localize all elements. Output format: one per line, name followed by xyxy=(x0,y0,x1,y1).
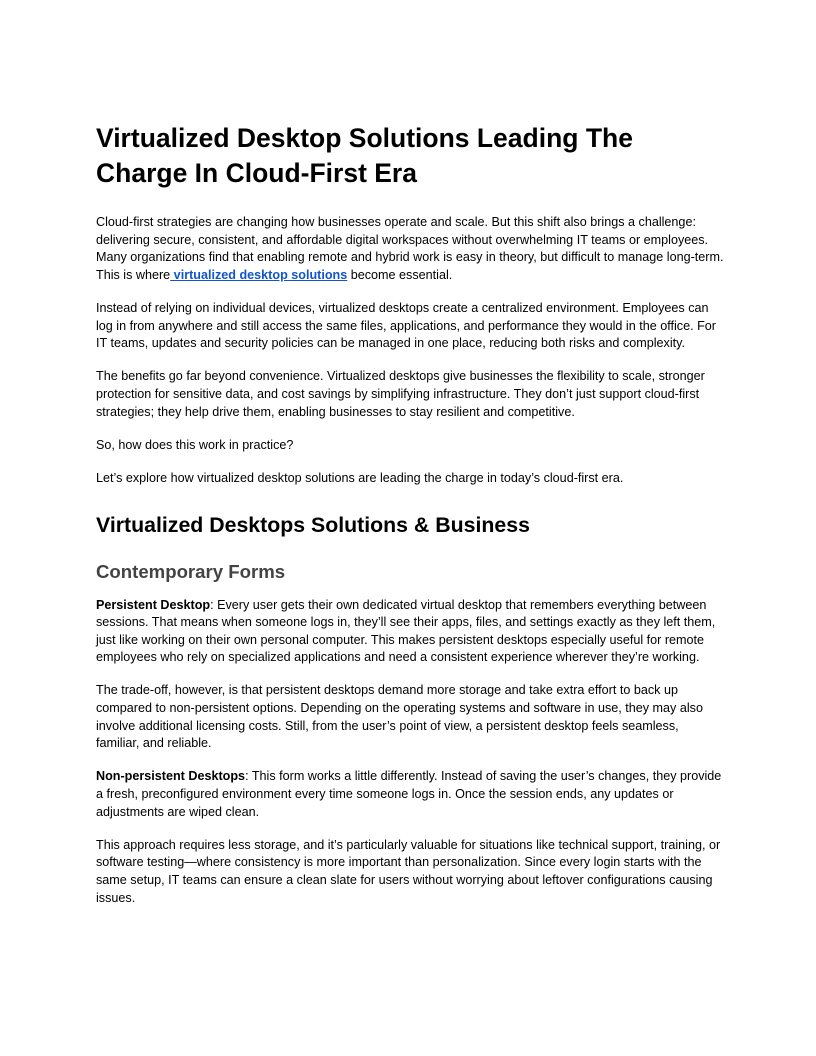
persistent-desktop-term: Persistent Desktop xyxy=(96,597,211,612)
non-persistent-desktops-paragraph xyxy=(96,768,724,821)
approach-paragraph: This approach requires less storage, and it’s particularly valuable for situations like technical support, training, or software testing—where consistency is more important than personalization. Since every login starts with the same setup, IT teams can ensure a clean slate for users without worrying about leftover configurations causing issues. xyxy=(96,837,721,905)
non-persistent-desktops-text: : This form works a little differently. Instead of saving the user’s changes, they provide a fresh, preconfigured environment every time someone logs in. Once the session ends, any updates or adjustments are wiped clean. xyxy=(96,769,722,819)
persistent-desktop-text: : Every user gets their own dedicated virtual desktop that remembers everything between sessions. That means when someone logs in, they’ll see their apps, files, and settings exactly as they left them, just like working on their own personal computer. This makes persistent desktops especially useful for remote employees who rely on specialized applications and need a consistent experience wherever they’re working. xyxy=(96,597,716,665)
intro-paragraph-5: Let’s explore how virtualized desktop solutions are leading the charge in today’s cloud-first era. xyxy=(96,470,624,485)
virtualized-desktop-solutions-link[interactable]: virtualized desktop solutions xyxy=(170,267,348,282)
intro-paragraph-4: So, how does this work in practice? xyxy=(96,437,294,452)
document-title: Virtualized Desktop Solutions Leading The Charge In Cloud-First Era xyxy=(96,123,633,188)
intro-text: Cloud-first strategies are changing how businesses operate and scale. But this shift also brings a challenge: delivering secure, consistent, and affordable digital workspaces without overwhelming IT teams or employees. Many organizations find that enabling remote and hybrid work is easy in theory, but difficult to manage long-term. This is where xyxy=(96,215,724,282)
tradeoff-paragraph: The trade-off, however, is that persistent desktops demand more storage and take extra effort to back up compared to non-persistent options. Depending on the operating systems and software in use, they may also involve additional licensing costs. Still, from the user’s point of view, a persistent desktop feels seamless, familiar, and reliable. xyxy=(96,683,703,751)
intro-paragraph-3: The benefits go far beyond convenience. Virtualized desktops give businesses the flexibility to scale, stronger protection for sensitive data, and cost savings by simplifying infrastructure. They don’t just support cloud-first strategies; they help drive them, enabling businesses to stay resilient and competitive. xyxy=(96,369,705,419)
section-subheading: Contemporary Forms xyxy=(96,560,286,582)
document-page xyxy=(96,121,724,923)
intro-paragraph-1 xyxy=(96,214,724,284)
persistent-desktop-paragraph xyxy=(96,597,724,667)
intro-text-end: become essential. xyxy=(347,267,453,282)
section-heading: Virtualized Desktops Solutions & Business xyxy=(96,512,530,537)
intro-paragraph-2: Instead of relying on individual devices, virtualized desktops create a centralized environment. Employees can log in from anywhere and still access the same files, applications, and performance they would in the office. For IT teams, updates and security policies can be managed in one place, reducing both risks and complexity. xyxy=(96,300,716,351)
non-persistent-desktops-term: Non-persistent Desktops xyxy=(96,769,246,784)
